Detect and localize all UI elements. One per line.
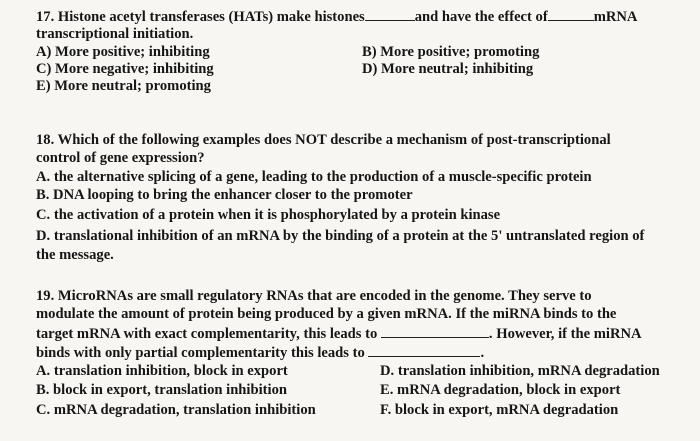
q19-option-a: A. translation inhibition, block in export xyxy=(36,363,288,379)
q19-stem-4b: . xyxy=(480,345,485,361)
q18-option-b: B. DNA looping to bring the enhancer closer to the promoter xyxy=(36,187,413,203)
q19-stem-line1: 19. MicroRNAs are small regulatory RNAs that are encoded in the genome. They serve to xyxy=(36,288,592,304)
q19-option-c: C. mRNA degradation, translation inhibition xyxy=(36,402,316,418)
q19-blank-1 xyxy=(381,325,489,338)
q17-stem-c: mRNA xyxy=(593,9,638,25)
q19-stem-4a: binds with only partial complementarity this leads to xyxy=(36,345,365,361)
q18-stem-line2: control of gene expression? xyxy=(36,150,205,166)
q17-option-e: E) More neutral; promoting xyxy=(36,78,211,94)
q19-stem-3b: . However, if the miRNA xyxy=(488,326,642,342)
q17-stem-line1 xyxy=(36,8,637,26)
q19-stem-line4 xyxy=(36,344,484,362)
q18-option-a: A. the alternative splicing of a gene, leading to the production of a muscle-specific protein xyxy=(36,169,592,185)
q19-option-b: B. block in export, translation inhibition xyxy=(36,382,287,398)
q19-option-e: E. mRNA degradation, block in export xyxy=(380,382,621,398)
q17-option-d: D) More neutral; inhibiting xyxy=(362,61,534,77)
q17-blank-2 xyxy=(548,8,594,21)
q17-option-c: C) More negative; inhibiting xyxy=(36,61,214,77)
q18-option-d-line1: D. translational inhibition of an mRNA by the binding of a protein at the 5' untranslated region of xyxy=(36,228,645,244)
q19-stem-line2: modulate the amount of protein being produced by a given mRNA. If the miRNA binds to the xyxy=(36,306,617,322)
q17-blank-1 xyxy=(365,8,415,21)
q19-blank-2 xyxy=(368,344,480,357)
q17-option-a: A) More positive; inhibiting xyxy=(36,44,210,60)
q18-option-c: C. the activation of a protein when it is phosphorylated by a protein kinase xyxy=(36,207,501,223)
q17-stem-line2: transcriptional initiation. xyxy=(36,26,194,42)
q17-stem-a: 17. Histone acetyl transferases (HATs) make histones xyxy=(36,9,365,25)
q19-option-f: F. block in export, mRNA degradation xyxy=(380,402,619,418)
q19-stem-line3 xyxy=(36,325,642,343)
q18-option-d-line2: the message. xyxy=(36,247,114,263)
q17-option-b: B) More positive; promoting xyxy=(362,44,540,60)
q17-stem-b: and have the effect of xyxy=(414,9,548,25)
q19-option-d: D. translation inhibition, mRNA degradation xyxy=(380,363,660,379)
q18-stem-line1: 18. Which of the following examples does NOT describe a mechanism of post-transcriptional xyxy=(36,132,611,148)
q19-stem-3a: target mRNA with exact complementarity, this leads to xyxy=(36,326,378,342)
